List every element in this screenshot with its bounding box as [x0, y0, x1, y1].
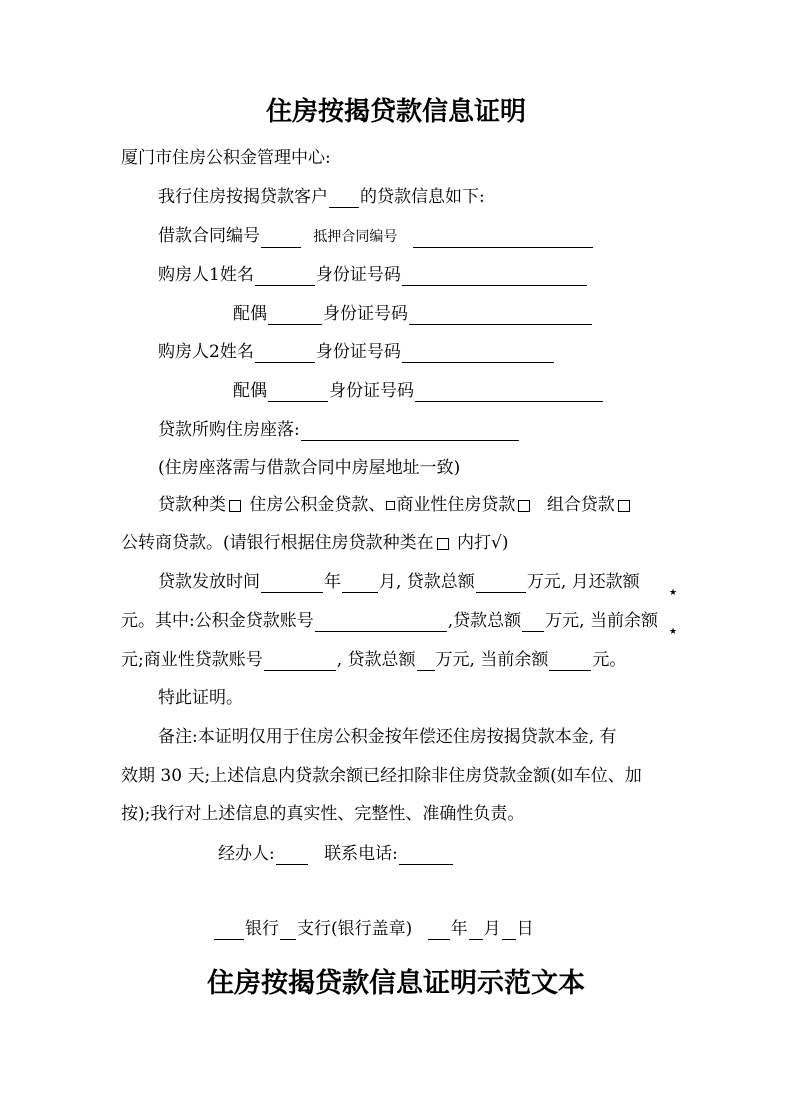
note-line-2: 效期 30 天;上述信息内贷款余额已经扣除非住房贷款金额(如车位、加 [121, 766, 642, 786]
gjj-account-label: 公积金贷款账号 [194, 611, 314, 631]
phone-blank [399, 846, 453, 865]
footer-title: 住房按揭贷款信息证明示范文本 [207, 968, 585, 999]
stamp-year-label: 年 [450, 919, 468, 939]
stamp-day-label: 日 [516, 919, 534, 939]
total-amount-blank [476, 574, 526, 593]
loan-type-instruction-end: 内打√) [457, 533, 509, 553]
wan-yuan-unit: 万元 [435, 650, 470, 670]
branch-blank [280, 921, 296, 940]
spouse1-id-label: 身份证号码 [323, 304, 408, 324]
yuan-end-label: 元。 [592, 650, 627, 670]
month-label: 月 [379, 572, 396, 592]
buyer2-name-blank [255, 344, 315, 363]
buyer2-label: 购房人2姓名 [158, 342, 254, 362]
mortgage-no-label: 抵押合同编号 [313, 229, 398, 245]
note-line-3: 按);我行对上述信息的真实性、完整性、准确性负责。 [121, 804, 525, 824]
spouse2-id-blank [415, 383, 603, 402]
spouse1-id-blank [409, 306, 592, 325]
location-label: 贷款所购住房座落: [158, 420, 300, 440]
contract-no-label: 借款合同编号 [158, 226, 260, 246]
buyer1-name-blank [255, 267, 315, 286]
spouse1-name-blank [268, 306, 322, 325]
special-statement: 特此证明。 [158, 688, 243, 708]
spouse2-name-blank [268, 383, 328, 402]
mortgage-no-blank [413, 229, 593, 248]
stamp-month-blank [469, 921, 483, 940]
spouse1-line [233, 303, 593, 325]
gjj-total-blank [522, 613, 544, 632]
addressee: 厦门市住房公积金管理中心: [121, 148, 331, 168]
gjj-total-label: 贷款总额 [453, 611, 522, 631]
buyer2-id-blank [402, 344, 554, 363]
year-label: 年 [324, 572, 341, 592]
wan-yuan-unit: 万元 [526, 572, 561, 592]
location-line [158, 419, 520, 441]
issue-year-blank [261, 574, 323, 593]
buyer1-id-blank [402, 267, 587, 286]
location-blank [301, 422, 519, 441]
spouse1-label: 配偶 [233, 304, 267, 324]
stamp-month-label: 月 [483, 919, 501, 939]
buyer1-label: 购房人1姓名 [158, 265, 254, 285]
commercial-remaining-blank [549, 652, 591, 671]
buyer2-id-label: 身份证号码 [315, 342, 401, 362]
loan-type-line [158, 494, 633, 516]
total-label: , 贷款总额 [396, 572, 475, 592]
star-mark-icon: ★ [669, 627, 678, 637]
buyer1-line [158, 264, 588, 286]
commercial-line: 元;商业性贷款账号 , 贷款总额 万元, 当前余额 元。 [121, 650, 627, 670]
spouse2-line [233, 380, 604, 402]
buyer1-id-label: 身份证号码 [315, 265, 401, 285]
note-line-1: 备注:本证明仅用于住房公积金按年偿还住房按揭贷款本金, 有 [158, 727, 617, 747]
spouse2-id-label: 身份证号码 [329, 381, 414, 401]
gjj-account-blank [315, 613, 447, 632]
checkbox-icon [229, 500, 241, 512]
contract-line [158, 225, 594, 248]
intro-line [158, 186, 485, 208]
monthly-repay-label: 月还款额 [571, 572, 640, 592]
of-which-label: 其中: [155, 611, 195, 631]
stamp-day-blank [502, 921, 516, 940]
commercial-total-label: 贷款总额 [347, 650, 416, 670]
star-mark-icon: ★ [669, 588, 678, 598]
issue-line: 贷款发放时间 年 月, 贷款总额 万元, 月还款额 [158, 572, 640, 592]
checkbox-icon [386, 501, 395, 510]
yuan-semicolon-label: 元; [121, 650, 144, 670]
checkbox-icon [437, 538, 449, 550]
bank-blank [214, 921, 244, 940]
spouse2-label: 配偶 [233, 381, 267, 401]
yuan-label: 元。 [121, 611, 155, 631]
phone-label: 联系电话: [324, 844, 398, 864]
loan-type-option-commercial: 商业性住房贷款 [396, 495, 516, 515]
bank-label: 银行 [245, 919, 279, 939]
handler-label: 经办人: [218, 844, 275, 864]
contract-no-blank [261, 229, 301, 248]
commercial-total-blank [417, 652, 435, 671]
stamp-year-blank [428, 921, 450, 940]
stamp-line [213, 918, 534, 940]
customer-name-blank [329, 189, 359, 208]
document-title: 住房按揭贷款信息证明 [265, 97, 526, 127]
location-note: (住房座落需与借款合同中房屋地址一致) [158, 458, 461, 478]
gjj-remaining-label: 当前余额 [589, 611, 658, 631]
loan-type-instruction: 公转商贷款。(请银行根据住房贷款种类在 [121, 533, 434, 553]
branch-label: 支行(银行盖章) [297, 919, 413, 939]
loan-type-line-2 [121, 532, 509, 554]
loan-type-option-combo: 组合贷款 [546, 495, 615, 515]
loan-type-option-gjj: 住房公积金贷款、 [249, 495, 386, 515]
checkbox-icon [518, 500, 530, 512]
issue-month-blank [342, 574, 378, 593]
commercial-account-blank [264, 652, 336, 671]
intro-pre: 我行住房按揭贷款客户 [158, 187, 328, 207]
handler-line [218, 843, 454, 865]
wan-yuan-unit: 万元 [545, 611, 580, 631]
checkbox-icon [618, 500, 630, 512]
buyer2-line [158, 341, 555, 363]
handler-blank [276, 846, 308, 865]
commercial-account-label: 商业性贷款账号 [143, 650, 263, 670]
gjj-line: 元。其中:公积金贷款账号 ,贷款总额 万元, 当前余额 [121, 611, 658, 631]
intro-post: 的贷款信息如下: [360, 187, 485, 207]
loan-type-label: 贷款种类 [158, 495, 226, 515]
issue-time-label: 贷款发放时间 [158, 572, 260, 592]
commercial-remaining-label: 当前余额 [480, 650, 549, 670]
